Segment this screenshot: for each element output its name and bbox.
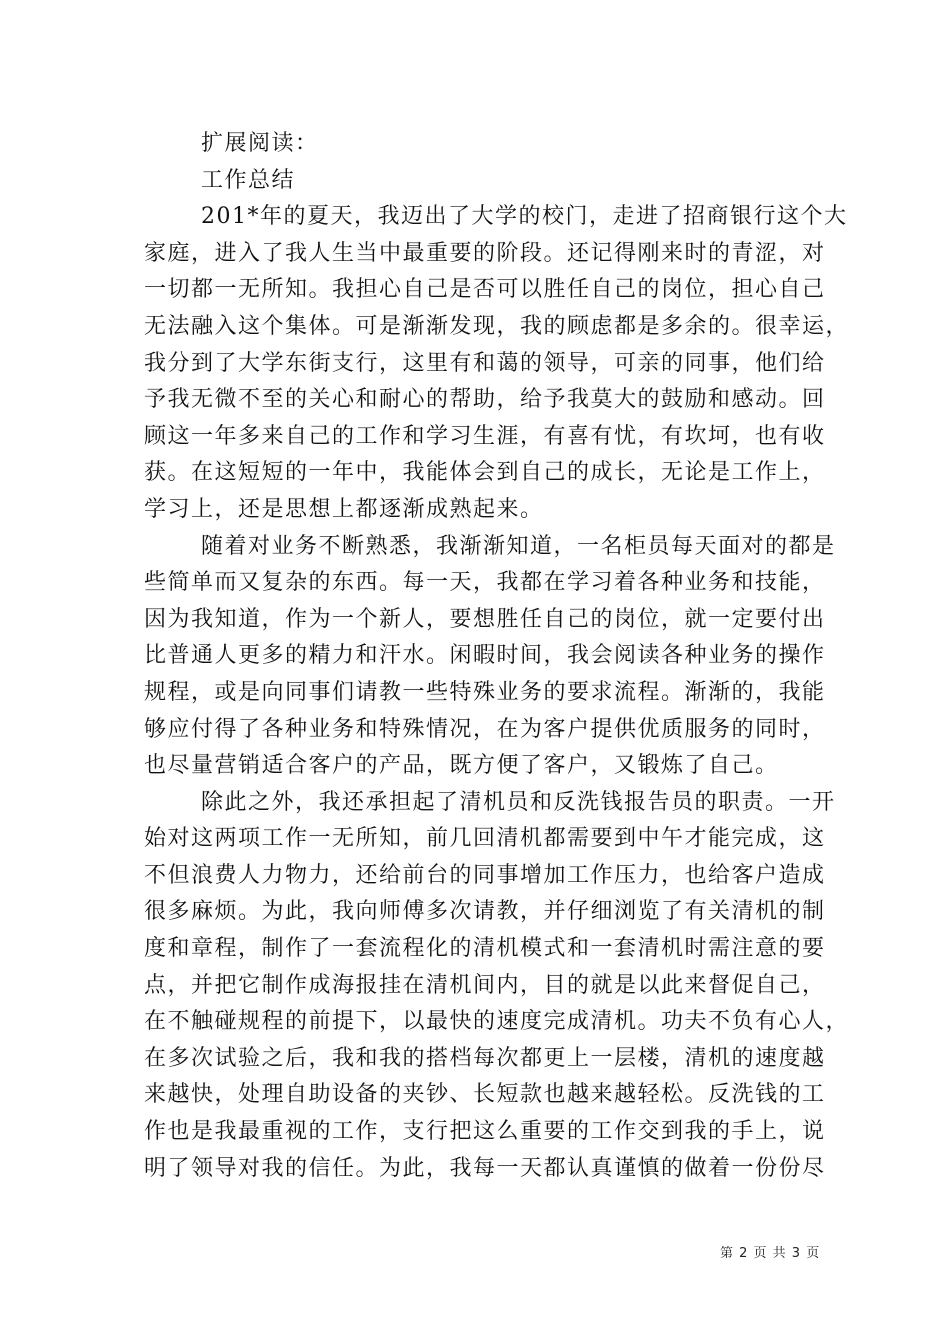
text-line: 来越快，处理自助设备的夹钞、长短款也越来越轻松。反洗钱的工 [144,1082,826,1108]
extended-reading-heading: 扩展阅读： [201,131,319,156]
text-line: 因为我知道，作为一个新人，要想胜任自己的岗位，就一定要付出 [144,606,826,632]
document-body [144,126,850,1187]
text-line: 我分到了大学东街支行，这里有和蔼的领导，可亲的同事，他们给 [144,350,826,376]
text-line: 予我无微不至的关心和耐心的帮助，给予我莫大的鼓励和感动。回 [144,387,826,413]
text-line: 够应付得了各种业务和特殊情况，在为客户提供优质服务的同时， [144,716,826,742]
text-line: 随着对业务不断熟悉，我渐渐知道，一名柜员每天面对的都是 [201,533,836,559]
page-number-footer: 第 2 页 共 3 页 [720,1246,821,1261]
paragraph-3 [144,785,850,1188]
work-summary-title: 工作总结 [201,167,296,193]
text-line: 在不触碰规程的前提下，以最快的速度完成清机。功夫不负有心人， [144,1009,850,1035]
text-line: 学习上，还是思想上都逐渐成熟起来。 [144,496,544,522]
text-line: 获。在这短短的一年中，我能体会到自己的成长，无论是工作上， [144,460,826,486]
text-line: 始对这两项工作一无所知，前几回清机都需要到中午才能完成，这 [144,826,826,852]
text-line: 度和章程，制作了一套流程化的清机模式和一套清机时需注意的要 [144,936,826,962]
text-line: 除此之外，我还承担起了清机员和反洗钱报告员的职责。一开 [201,789,836,815]
text-line: 作也是我最重视的工作，支行把这么重要的工作交到我的手上，说 [144,1119,826,1145]
text-line: 无法融入这个集体。可是渐渐发现，我的顾虑都是多余的。很幸运， [144,313,850,339]
text-line: 也尽量营销适合客户的产品，既方便了客户，又锻炼了自己。 [144,753,779,779]
text-line: 明了领导对我的信任。为此，我每一天都认真谨慎的做着一份份尽 [144,1155,826,1181]
text-line: 201*年的夏天，我迈出了大学的校门，走进了招商银行这个大 [201,204,848,230]
text-line: 规程，或是向同事们请教一些特殊业务的要求流程。渐渐的，我能 [144,679,826,705]
text-line: 很多麻烦。为此，我向师傅多次请教，并仔细浏览了有关清机的制 [144,899,826,925]
text-line: 一切都一无所知。我担心自己是否可以胜任自己的岗位，担心自己 [144,277,826,303]
paragraph-2 [144,529,836,785]
text-line: 点，并把它制作成海报挂在清机间内，目的就是以此来督促自己， [144,972,826,998]
paragraph-1 [144,199,850,528]
text-line: 些简单而又复杂的东西。每一天，我都在学习着各种业务和技能， [144,570,826,596]
text-line: 不但浪费人力物力，还给前台的同事增加工作压力，也给客户造成 [144,862,826,888]
text-line: 家庭，进入了我人生当中最重要的阶段。还记得刚来时的青涩，对 [144,240,826,266]
text-line: 在多次试验之后，我和我的搭档每次都更上一层楼，清机的速度越 [144,1045,826,1071]
text-line: 顾这一年多来自己的工作和学习生涯，有喜有忧，有坎坷，也有收 [144,423,826,449]
text-line: 比普通人更多的精力和汗水。闲暇时间，我会阅读各种业务的操作 [144,643,826,669]
